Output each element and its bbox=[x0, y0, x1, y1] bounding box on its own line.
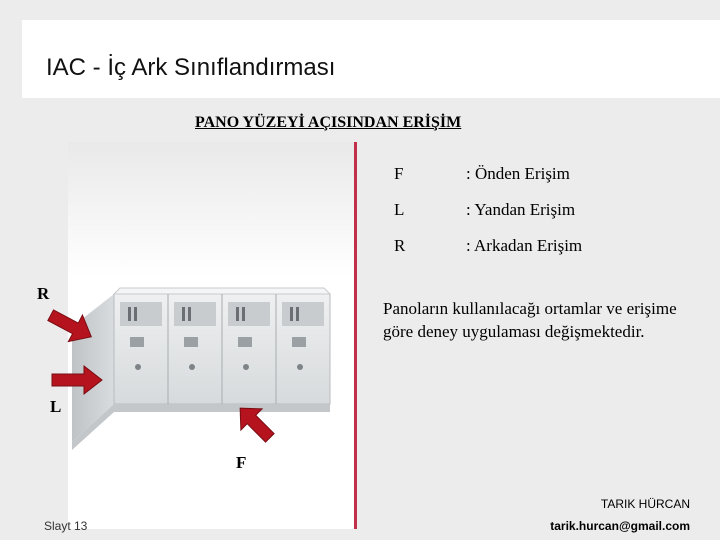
note-text: Panoların kullanılacağı ortamlar ve erişime göre deney uygulaması değişmektedir. bbox=[383, 299, 677, 341]
switchgear-illustration bbox=[68, 142, 357, 529]
rear-access-arrow-icon bbox=[46, 303, 96, 349]
author-name: TARIK HÜRCAN bbox=[600, 497, 690, 511]
access-code: R bbox=[394, 236, 406, 255]
access-description: : Yandan Erişim bbox=[466, 200, 576, 219]
front-access-arrow-icon bbox=[232, 400, 278, 446]
access-description: : Önden Erişim bbox=[466, 164, 570, 183]
marker-rear-label: R bbox=[37, 284, 50, 303]
access-code: L bbox=[394, 200, 405, 219]
side-access-arrow-icon bbox=[50, 364, 104, 396]
title-bar bbox=[22, 20, 720, 98]
marker-front-label: F bbox=[236, 453, 247, 472]
author-email: tarik.hurcan@gmail.com bbox=[550, 519, 690, 533]
slide-number: Slayt 13 bbox=[44, 519, 88, 533]
marker-side-label: L bbox=[50, 397, 62, 416]
access-description: : Arkadan Erişim bbox=[466, 236, 583, 255]
slide-title: IAC - İç Ark Sınıflandırması bbox=[46, 54, 336, 81]
switchgear-photo bbox=[68, 142, 357, 529]
access-code: F bbox=[394, 164, 404, 183]
section-heading: PANO YÜZEYİ AÇISINDAN ERİŞİM bbox=[195, 114, 462, 131]
